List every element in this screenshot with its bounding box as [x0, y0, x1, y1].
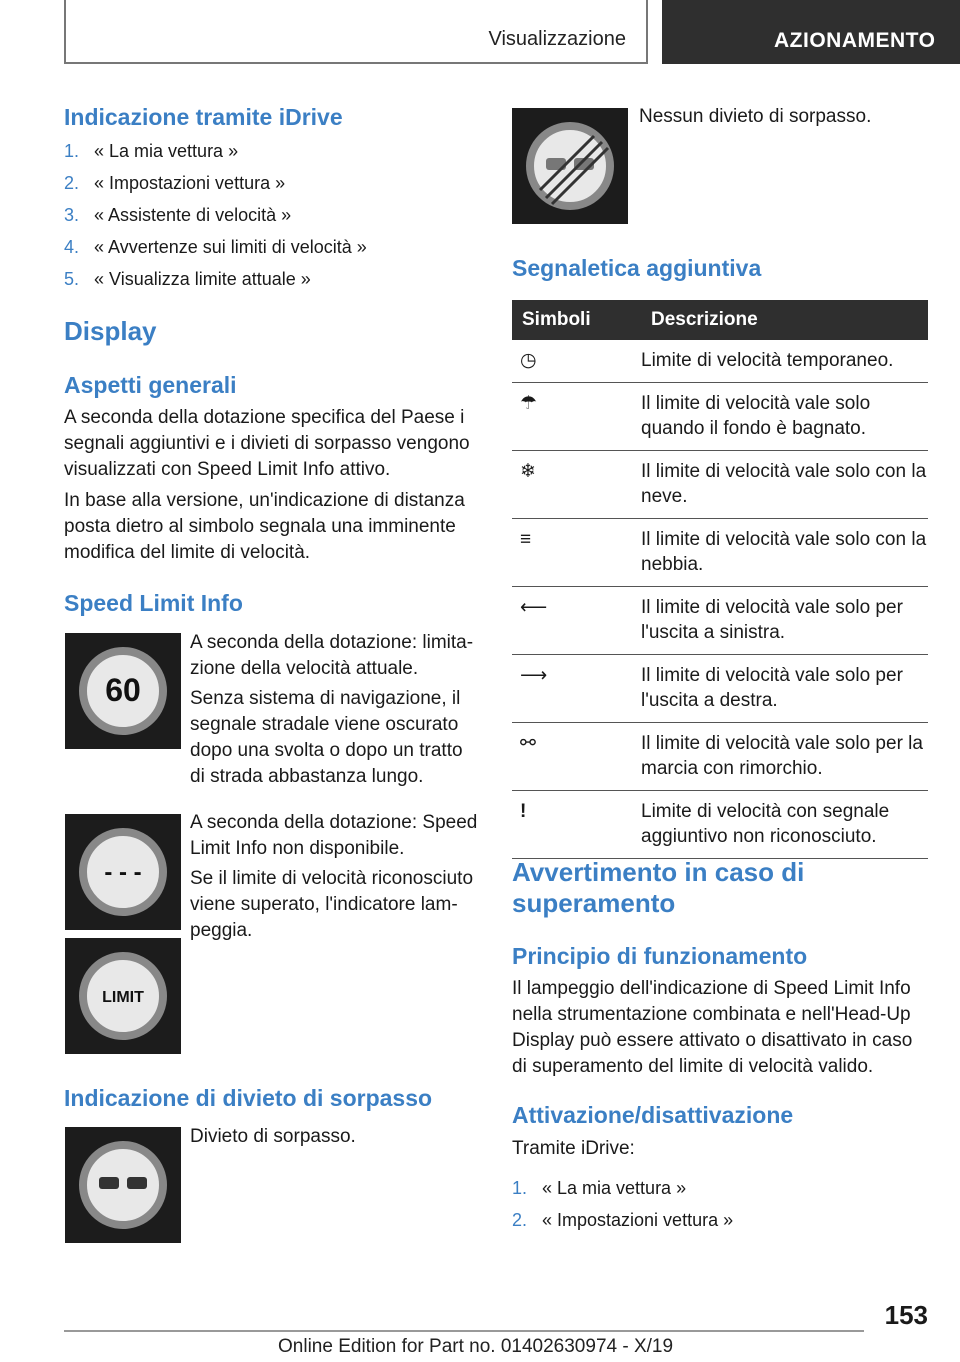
heading-principio: Principio di funzionamento	[512, 943, 808, 969]
col-header-descrizione: Descrizione	[641, 300, 928, 340]
heading-aspetti: Aspetti generali	[64, 372, 237, 398]
table-row: ◷ Limite di velocità temporaneo.	[512, 340, 928, 383]
col-header-simboli: Simboli	[512, 300, 641, 340]
trailer-icon: ⚯	[520, 733, 536, 754]
heading-speed-limit-info: Speed Limit Info	[64, 590, 243, 616]
table-row: ! Limite di velocità con segnale aggiuntivo non riconosciuto.	[512, 791, 928, 859]
table-row: ⟶ Il limite di velocità vale solo per l'uscita a destra.	[512, 655, 928, 723]
table-header-row	[512, 300, 928, 340]
heading-segnaletica: Segnaletica aggiuntiva	[512, 255, 762, 281]
sign-dash-text: - - -	[104, 859, 142, 886]
heading-avvertimento: Avvertimento in caso di superamento	[512, 857, 805, 918]
list-item: 4. « Avvertenze sui limiti di velocità »	[64, 237, 367, 257]
table-row: ≡ Il limite di velocità vale solo con la nebbia.	[512, 519, 928, 587]
table-row: ❄ Il limite di velocità vale solo con la neve.	[512, 451, 928, 519]
speed-sign-unavailable-image	[65, 814, 181, 930]
paragraph: Se il limite di velocità riconosciuto viene superato, l'indicatore lam-peggia.	[190, 868, 474, 941]
rain-icon: ☂	[520, 393, 538, 414]
table-row: ⟵ Il limite di velocità vale solo per l'uscita a sinistra.	[512, 587, 928, 655]
header-frame	[64, 0, 648, 64]
heading-divieto: Indicazione di divieto di sorpasso	[64, 1085, 433, 1111]
paragraph: Senza sistema di navigazione, il segnale stradale viene oscurato dopo una svolta o dopo un tratto di strada abbastanza lungo.	[190, 688, 463, 787]
fog-icon: ≡	[520, 529, 532, 550]
sign-60-text: 60	[105, 672, 141, 708]
paragraph: Tramite iDrive:	[512, 1138, 635, 1159]
table-row: ⚯ Il limite di velocità vale solo per la marcia con rimorchio.	[512, 723, 928, 791]
list-item: 5. « Visualizza limite attuale »	[64, 269, 311, 289]
footer-divider	[64, 1330, 864, 1332]
paragraph: Divieto di sorpasso.	[190, 1126, 356, 1147]
clock-icon: ◷	[520, 350, 537, 371]
section-title: Visualizzazione	[488, 28, 626, 50]
paragraph: Il lampeggio dell'indicazione di Speed Limit Info nella strumentazione combinata e nell'Head-Up Display può essere attivato o disattivato in caso di superamento del limite di velocità valido.	[512, 978, 913, 1077]
paragraph: Nessun divieto di sorpasso.	[639, 106, 872, 127]
list-item: 2. « Impostazioni vettura »	[64, 173, 286, 193]
heading-attivazione: Attivazione/disattivazione	[512, 1102, 794, 1128]
heading-idrive: Indicazione tramite iDrive	[64, 104, 343, 130]
table-row: ☂ Il limite di velocità vale solo quando il fondo è bagnato.	[512, 383, 928, 451]
heading-display: Display	[64, 316, 157, 346]
page-number: 153	[884, 1300, 928, 1330]
idrive-steps	[64, 141, 367, 301]
no-overtaking-sign-image	[65, 1127, 181, 1243]
chapter-title: AZIONAMENTO	[774, 29, 936, 52]
paragraph: A seconda della dotazione specifica del Paese i segnali aggiuntivi e i divieti di sorpasso vengono visualizzati con Speed Limit Info attivo.	[64, 407, 470, 480]
end-no-overtaking-sign-image	[512, 108, 628, 224]
sign-limit-text: LIMIT	[102, 989, 144, 1006]
list-item: 1. « La mia vettura »	[64, 141, 239, 161]
chapter-tab	[662, 0, 960, 64]
paragraph: In base alla versione, un'indicazione di distanza posta dietro al simbolo segnala una imminente modifica del limite di velocità.	[64, 490, 465, 563]
symbols-table	[512, 300, 928, 859]
arrow-left-icon: ⟵	[520, 597, 548, 618]
arrow-right-icon: ⟶	[520, 665, 548, 686]
footer-edition: Online Edition for Part no. 01402630974 - X/19	[278, 1336, 674, 1357]
speed-sign-60-image	[65, 633, 181, 749]
attivazione-steps	[512, 1178, 733, 1242]
paragraph: A seconda della dotazione: Speed Limit Info non disponibile.	[190, 812, 478, 859]
paragraph: A seconda della dotazione: limita-zione della velocità attuale.	[190, 632, 474, 679]
speed-sign-limit-image	[65, 938, 181, 1054]
list-item: 2. « Impostazioni vettura »	[512, 1210, 734, 1230]
exclamation-icon: !	[520, 801, 527, 822]
list-item: 1. « La mia vettura »	[512, 1178, 687, 1198]
snowflake-icon: ❄	[520, 461, 536, 482]
list-item: 3. « Assistente di velocità »	[64, 205, 292, 225]
